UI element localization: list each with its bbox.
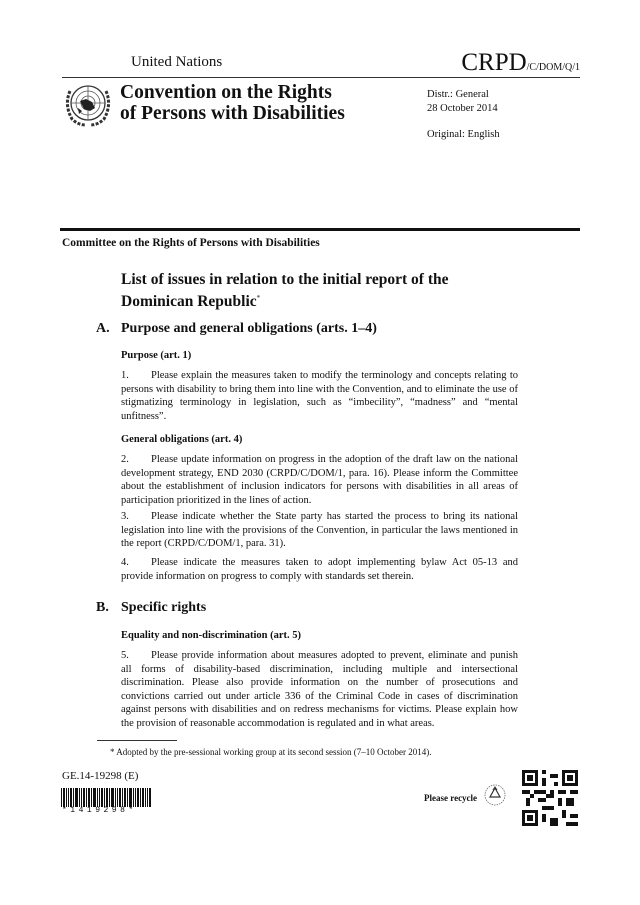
- document-date: 28 October 2014: [427, 102, 498, 114]
- paragraph-number: 1.: [121, 370, 129, 381]
- footnote-marker: *: [256, 294, 261, 302]
- treaty-body-name: [120, 82, 345, 124]
- paragraph-text: Please indicate whether the State party has started the process to bring its national legislation into line with the provisions of the Convention, in particular the laws mentioned in the report (CRPD/C/DOM/1, para. 31).: [121, 511, 518, 550]
- paragraph-1: [121, 369, 518, 423]
- paragraph-4: [121, 556, 518, 583]
- recycle-icon: [484, 784, 506, 806]
- paragraph-2: [121, 453, 518, 507]
- paragraph-text: Please explain the measures taken to modify the terminology and concepts relating to persons with disability to bring them into line with the Convention, and to eliminate the use of stigmatizing terminology in legislation, such as “imbecility”, “madness” and “mental unfitness”.: [121, 370, 518, 422]
- distribution-block: [427, 88, 498, 115]
- treaty-body-line2: of Persons with Disabilities: [120, 103, 345, 124]
- barcode-number: *1419298*: [62, 806, 137, 815]
- barcode-icon: [61, 788, 151, 807]
- job-number: GE.14-19298 (E): [62, 770, 139, 782]
- footnote: * Adopted by the pre-sessional working group at its second session (7–10 October 2014).: [110, 747, 432, 757]
- section-b-letter: B.: [96, 600, 109, 615]
- symbol-sub: /C/DOM/Q/1: [526, 62, 580, 73]
- paragraph-number: 5.: [121, 650, 129, 661]
- document-title: [121, 270, 449, 311]
- document-title-line2: Dominican Republic: [121, 293, 257, 311]
- distribution: Distr.: General: [427, 89, 489, 100]
- un-emblem-icon: [62, 81, 114, 127]
- paragraph-5: [121, 649, 518, 731]
- treaty-body-line1: Convention on the Rights: [120, 82, 332, 103]
- qr-code-icon: [522, 770, 578, 826]
- paragraph-text: Please indicate the measures taken to adopt implementing bylaw Act 05-13 and provide information on progress to comply with standards set therein.: [121, 557, 518, 582]
- section-b-heading: Specific rights: [121, 600, 207, 615]
- header-thick-rule: [60, 228, 580, 231]
- paragraph-3: [121, 510, 518, 551]
- subsection-heading: General obligations (art. 4): [121, 434, 243, 445]
- symbol-main: CRPD: [461, 49, 527, 76]
- section-a-heading: Purpose and general obligations (arts. 1–4): [121, 321, 377, 336]
- paragraph-text: Please update information on progress in the adoption of the draft law on the national development strategy, END 2030 (CRPD/C/DOM/1, para. 16). Please inform the Committee about the establishment of inclusion indicators for persons with disabilities in all areas of participation prioritized in the lines of action.: [121, 454, 518, 506]
- subsection-heading: Purpose (art. 1): [121, 350, 192, 361]
- paragraph-number: 3.: [121, 511, 129, 522]
- header-rule: [62, 77, 580, 78]
- subsection-heading: Equality and non-discrimination (art. 5): [121, 630, 301, 641]
- footnote-rule: [97, 740, 177, 741]
- document-title-line1: List of issues in relation to the initial report of the: [121, 271, 449, 288]
- paragraph-number: 4.: [121, 557, 129, 568]
- recycle-label: Please recycle: [424, 793, 478, 803]
- paragraph-text: Please provide information about measures adopted to prevent, eliminate and punish all forms of disability-based discrimination, including multiple and intersectional discrimination. Please also provide information on the number of prosecutions and convictions carried out under article 336 of the Criminal Code in cases of discrimination against persons with disabilities and on redress mechanisms for victims. Please explain how the provision of reasonable accommodation is regulated and in what areas.: [121, 650, 518, 729]
- original-language: Original: English: [427, 129, 500, 140]
- committee-name: Committee on the Rights of Persons with Disabilities: [62, 237, 320, 249]
- org-name: United Nations: [131, 54, 223, 70]
- section-a-letter: A.: [96, 321, 110, 336]
- paragraph-number: 2.: [121, 454, 129, 465]
